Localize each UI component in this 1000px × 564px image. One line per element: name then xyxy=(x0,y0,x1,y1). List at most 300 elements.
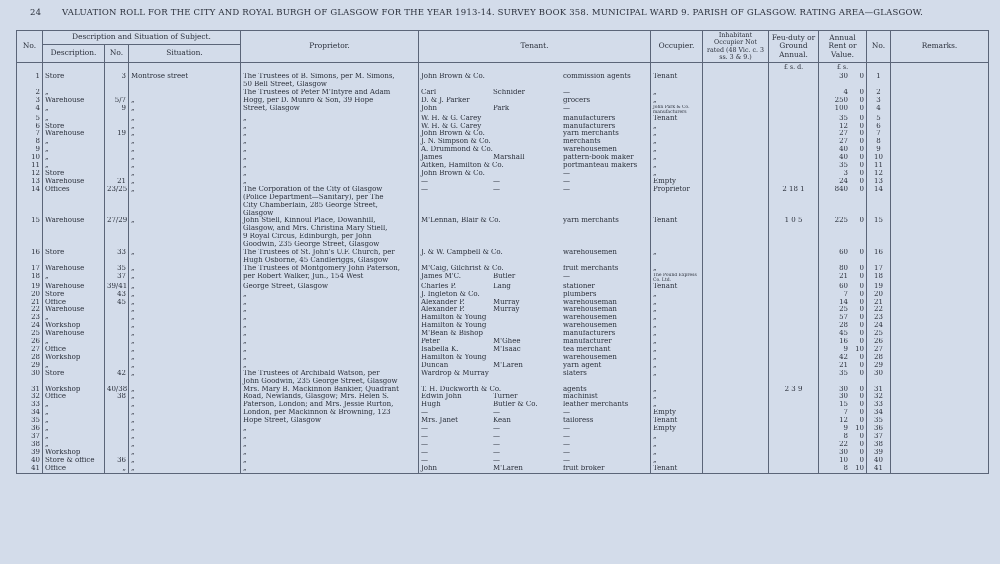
row-inhabitant xyxy=(703,130,769,138)
table-row xyxy=(17,370,989,378)
row-remarks xyxy=(891,217,989,225)
row-occupier: „ xyxy=(651,386,703,394)
row-tenant xyxy=(419,81,651,89)
row-situation: „ xyxy=(129,330,241,338)
row-feu-duty xyxy=(769,89,819,97)
row-street-number: 39/41 xyxy=(105,283,129,291)
rent-pounds: 24 xyxy=(839,177,848,185)
row-number-right: 24 xyxy=(867,322,891,330)
row-inhabitant xyxy=(703,194,769,202)
tenant-trade: — xyxy=(563,425,570,433)
rent-shillings: 0 xyxy=(859,369,864,377)
tenant-trade: — xyxy=(563,448,570,456)
row-situation xyxy=(129,233,241,241)
row-number: 38 xyxy=(17,441,43,449)
row-occupier: Empty xyxy=(651,178,703,186)
row-number-right: 8 xyxy=(867,138,891,146)
row-description: „ xyxy=(43,89,105,97)
row-feu-duty xyxy=(769,457,819,465)
row-occupier xyxy=(651,81,703,89)
row-occupier: Tenant xyxy=(651,465,703,473)
tenant-surname: Kean xyxy=(493,417,511,425)
table-row xyxy=(17,81,989,89)
table-row xyxy=(17,170,989,178)
row-number-right: 7 xyxy=(867,130,891,138)
row-number xyxy=(17,378,43,386)
rent-pounds: 7 xyxy=(843,290,848,298)
row-description: „ xyxy=(43,115,105,123)
row-inhabitant xyxy=(703,105,769,115)
page-header xyxy=(0,8,1000,22)
row-tenant xyxy=(419,210,651,218)
row-feu-duty xyxy=(769,441,819,449)
rent-shillings: 0 xyxy=(859,272,864,280)
rent-pounds: 16 xyxy=(839,338,848,346)
row-tenant xyxy=(419,241,651,249)
rent-shillings: 0 xyxy=(859,177,864,185)
rent-pounds: 8 xyxy=(843,464,848,472)
row-situation: „ xyxy=(129,449,241,457)
row-proprietor: City Chamberlain, 285 George Street, xyxy=(241,202,419,210)
row-remarks xyxy=(891,97,989,105)
tenant-trade: leather merchants xyxy=(563,401,629,409)
row-tenant xyxy=(419,362,651,370)
tenant-surname xyxy=(493,130,563,138)
row-annual-rent xyxy=(819,123,867,131)
row-number: 23 xyxy=(17,314,43,322)
tenant-name: Carl xyxy=(421,88,437,96)
row-street-number xyxy=(105,433,129,441)
row-proprietor: The Trustees of Montgomery John Paterson, xyxy=(241,265,419,273)
row-street-number xyxy=(105,241,129,249)
row-feu-duty xyxy=(769,73,819,81)
row-remarks xyxy=(891,346,989,354)
row-occupier: „ xyxy=(651,130,703,138)
row-situation: „ xyxy=(129,283,241,291)
row-number: 18 xyxy=(17,273,43,283)
row-street-number xyxy=(105,81,129,89)
table-row xyxy=(17,146,989,154)
col-occupier: Occupier. xyxy=(651,31,703,63)
row-number: 6 xyxy=(17,123,43,131)
row-occupier: „ xyxy=(651,449,703,457)
tenant-trade: warehouseman xyxy=(563,306,617,314)
row-remarks xyxy=(891,362,989,370)
rent-shillings: 0 xyxy=(859,185,864,193)
row-proprietor: „ xyxy=(241,433,419,441)
row-number-right: 30 xyxy=(867,370,891,378)
row-annual-rent xyxy=(819,81,867,89)
row-feu-duty xyxy=(769,265,819,273)
row-proprietor: „ xyxy=(241,441,419,449)
tenant-name: — xyxy=(421,456,428,464)
row-inhabitant xyxy=(703,457,769,465)
row-annual-rent xyxy=(819,457,867,465)
row-number: 33 xyxy=(17,401,43,409)
col-remarks: Remarks. xyxy=(891,31,989,63)
table-row xyxy=(17,465,989,473)
tenant-name: — xyxy=(421,448,428,456)
row-street-number xyxy=(105,409,129,417)
row-situation xyxy=(129,194,241,202)
table-row xyxy=(17,178,989,186)
row-remarks xyxy=(891,225,989,233)
row-number-right: 12 xyxy=(867,170,891,178)
row-description: Store xyxy=(43,123,105,131)
row-remarks xyxy=(891,186,989,194)
row-proprietor: John Goodwin, 235 George Street, Glasgow xyxy=(241,378,419,386)
row-feu-duty xyxy=(769,202,819,210)
row-feu-duty xyxy=(769,465,819,473)
rent-pounds: 28 xyxy=(839,322,848,330)
row-number-right: 20 xyxy=(867,291,891,299)
row-feu-duty xyxy=(769,393,819,401)
rent-shillings: 10 xyxy=(855,425,864,433)
row-description: „ xyxy=(43,338,105,346)
row-occupier: „ xyxy=(651,291,703,299)
row-inhabitant xyxy=(703,233,769,241)
row-remarks xyxy=(891,457,989,465)
row-feu-duty xyxy=(769,162,819,170)
rent-pounds: 3 xyxy=(843,169,848,177)
row-number-right: 10 xyxy=(867,154,891,162)
row-street-number xyxy=(105,322,129,330)
row-street-number: 40/38 xyxy=(105,386,129,394)
row-street-number xyxy=(105,233,129,241)
tenant-name: James xyxy=(421,154,443,162)
rent-pounds: 21 xyxy=(839,361,848,369)
row-occupier: „ xyxy=(651,162,703,170)
tenant-surname: — xyxy=(493,448,500,456)
row-inhabitant xyxy=(703,89,769,97)
row-tenant xyxy=(419,115,651,123)
row-tenant xyxy=(419,154,651,162)
row-annual-rent xyxy=(819,273,867,283)
row-remarks xyxy=(891,449,989,457)
page-title: VALUATION ROLL FOR THE CITY AND ROYAL BURGH OF GLASGOW FOR THE YEAR 1913-14. SURVEY BOOK 358. MUNICIPAL WARD 9. PARISH OF GLASGOW. RATING AREA—GLASGOW. xyxy=(62,8,924,18)
row-occupier: „ xyxy=(651,322,703,330)
row-number-right: 35 xyxy=(867,417,891,425)
table-row xyxy=(17,330,989,338)
row-street-number xyxy=(105,362,129,370)
row-tenant xyxy=(419,265,651,273)
tenant-name: — xyxy=(421,185,428,193)
row-occupier xyxy=(651,241,703,249)
row-number-right: 11 xyxy=(867,162,891,170)
row-occupier: „ xyxy=(651,401,703,409)
tenant-name: M'Caig, Gilchrist & Co. xyxy=(421,264,504,272)
row-number: 37 xyxy=(17,433,43,441)
rent-pounds: 4 xyxy=(843,88,848,96)
row-situation: „ xyxy=(129,154,241,162)
row-feu-duty xyxy=(769,249,819,257)
row-tenant xyxy=(419,130,651,138)
tenant-name: — xyxy=(421,177,428,185)
row-street-number xyxy=(105,123,129,131)
tenant-name: M'Lennan, Blair & Co. xyxy=(421,217,501,225)
row-inhabitant xyxy=(703,322,769,330)
row-feu-duty xyxy=(769,354,819,362)
row-proprietor: Glasgow xyxy=(241,210,419,218)
row-feu-duty xyxy=(769,115,819,123)
row-description xyxy=(43,378,105,386)
row-annual-rent xyxy=(819,306,867,314)
tenant-trade: stationer xyxy=(563,282,595,290)
row-annual-rent xyxy=(819,362,867,370)
row-remarks xyxy=(891,81,989,89)
row-feu-duty xyxy=(769,425,819,433)
row-proprietor: „ xyxy=(241,299,419,307)
row-tenant xyxy=(419,162,651,170)
row-number-right: 9 xyxy=(867,146,891,154)
col-no-2: No. xyxy=(867,31,891,63)
row-number-right: 32 xyxy=(867,393,891,401)
row-annual-rent xyxy=(819,283,867,291)
row-number-right: 34 xyxy=(867,409,891,417)
rent-pounds: 9 xyxy=(843,346,848,353)
row-street-number xyxy=(105,441,129,449)
row-proprietor: „ xyxy=(241,146,419,154)
tenant-name: John xyxy=(421,464,438,472)
row-inhabitant xyxy=(703,225,769,233)
row-description: Warehouse xyxy=(43,306,105,314)
row-remarks xyxy=(891,291,989,299)
tenant-trade: plumbers xyxy=(563,290,597,298)
row-description: Office xyxy=(43,465,105,473)
tenant-trade: tea merchant xyxy=(563,346,611,353)
row-remarks xyxy=(891,154,989,162)
row-feu-duty xyxy=(769,241,819,249)
row-number-right: 19 xyxy=(867,283,891,291)
row-tenant xyxy=(419,449,651,457)
table-row xyxy=(17,346,989,354)
row-number: 32 xyxy=(17,393,43,401)
tenant-name: Aitken, Hamilton & Co. xyxy=(421,162,504,170)
row-occupier: Tenant xyxy=(651,217,703,225)
row-situation: „ xyxy=(129,346,241,354)
row-proprietor: „ xyxy=(241,115,419,123)
units-row xyxy=(17,63,989,74)
row-number xyxy=(17,225,43,233)
tenant-surname xyxy=(493,330,563,338)
row-description: Warehouse xyxy=(43,330,105,338)
rent-shillings: 0 xyxy=(859,264,864,272)
row-remarks xyxy=(891,417,989,425)
col-annual-rent: Annual Rent or Value. xyxy=(819,31,867,63)
col-feu-duty: Feu-duty or Ground Annual. xyxy=(769,31,819,63)
row-number: 5 xyxy=(17,115,43,123)
row-remarks xyxy=(891,138,989,146)
tenant-surname: M'Laren xyxy=(493,464,523,472)
rent-pounds: 57 xyxy=(839,314,848,322)
row-inhabitant xyxy=(703,378,769,386)
row-description: „ xyxy=(43,409,105,417)
row-street-number: 42 xyxy=(105,370,129,378)
valuation-table xyxy=(16,30,989,474)
row-remarks xyxy=(891,162,989,170)
row-street-number xyxy=(105,170,129,178)
rent-shillings: 0 xyxy=(859,417,864,425)
table-row xyxy=(17,362,989,370)
tenant-name: Hugh xyxy=(421,401,441,409)
row-street-number: 35 xyxy=(105,265,129,273)
row-number-right: 22 xyxy=(867,306,891,314)
rent-pounds: 25 xyxy=(839,306,848,314)
rent-shillings: 0 xyxy=(859,385,864,393)
row-feu-duty xyxy=(769,291,819,299)
row-proprietor: Road, Newlands, Glasgow; Mrs. Helen S. xyxy=(241,393,419,401)
row-inhabitant xyxy=(703,115,769,123)
table-row xyxy=(17,162,989,170)
tenant-name: Charles P. xyxy=(421,282,457,290)
row-remarks xyxy=(891,130,989,138)
row-remarks xyxy=(891,89,989,97)
row-annual-rent xyxy=(819,97,867,105)
row-feu-duty xyxy=(769,170,819,178)
table-row xyxy=(17,241,989,249)
tenant-trade: — xyxy=(563,432,570,440)
row-proprietor: „ xyxy=(241,346,419,354)
row-description: Store xyxy=(43,291,105,299)
rent-pounds: 30 xyxy=(839,393,848,401)
tenant-name: John Brown & Co. xyxy=(421,73,485,80)
tenant-trade: manufacturer xyxy=(563,338,612,346)
rent-pounds: 35 xyxy=(839,369,848,377)
row-street-number xyxy=(105,314,129,322)
row-description xyxy=(43,210,105,218)
rent-shillings: 0 xyxy=(859,122,864,130)
tenant-name: — xyxy=(421,425,428,433)
row-tenant xyxy=(419,346,651,354)
row-inhabitant xyxy=(703,202,769,210)
row-number xyxy=(17,210,43,218)
row-street-number xyxy=(105,225,129,233)
row-occupier: „ xyxy=(651,97,703,105)
row-inhabitant xyxy=(703,178,769,186)
row-remarks xyxy=(891,170,989,178)
row-inhabitant xyxy=(703,170,769,178)
row-number: 31 xyxy=(17,386,43,394)
row-number xyxy=(17,241,43,249)
row-annual-rent xyxy=(819,441,867,449)
tenant-trade: warehousemen xyxy=(563,322,617,330)
row-inhabitant xyxy=(703,249,769,257)
row-number-right: 38 xyxy=(867,441,891,449)
row-annual-rent xyxy=(819,265,867,273)
row-situation: „ xyxy=(129,433,241,441)
rent-shillings: 0 xyxy=(859,338,864,346)
row-occupier xyxy=(651,378,703,386)
col-no: No. xyxy=(17,31,43,63)
row-number xyxy=(17,194,43,202)
row-proprietor: „ xyxy=(241,170,419,178)
row-situation xyxy=(129,202,241,210)
row-street-number xyxy=(105,146,129,154)
row-remarks xyxy=(891,299,989,307)
row-proprietor: Glasgow, and Mrs. Christina Mary Stiell, xyxy=(241,225,419,233)
row-number: 15 xyxy=(17,217,43,225)
tenant-name: Hamilton & Young xyxy=(421,322,487,330)
row-feu-duty xyxy=(769,338,819,346)
col-street-no: No. xyxy=(105,45,129,63)
row-situation xyxy=(129,257,241,265)
row-number: 36 xyxy=(17,425,43,433)
row-proprietor: Goodwin, 235 George Street, Glasgow xyxy=(241,241,419,249)
tenant-trade: machinist xyxy=(563,393,598,401)
row-tenant xyxy=(419,283,651,291)
tenant-trade: fruit merchants xyxy=(563,264,619,272)
tenant-name: James M'C. xyxy=(421,272,462,280)
row-street-number xyxy=(105,306,129,314)
row-occupier: „ xyxy=(651,138,703,146)
row-number: 40 xyxy=(17,457,43,465)
rent-shillings: 0 xyxy=(859,409,864,417)
row-tenant xyxy=(419,291,651,299)
row-number-right: 14 xyxy=(867,186,891,194)
rent-pounds: 30 xyxy=(839,385,848,393)
row-occupier: Empty xyxy=(651,425,703,433)
row-occupier: „ xyxy=(651,457,703,465)
row-occupier: „ xyxy=(651,306,703,314)
row-situation: „ xyxy=(129,457,241,465)
row-situation: „ xyxy=(129,186,241,194)
row-tenant xyxy=(419,354,651,362)
row-feu-duty xyxy=(769,81,819,89)
table-row xyxy=(17,123,989,131)
row-remarks xyxy=(891,265,989,273)
row-tenant xyxy=(419,409,651,417)
row-occupier: „ xyxy=(651,338,703,346)
row-feu-duty xyxy=(769,378,819,386)
tenant-surname: Murray xyxy=(493,298,520,306)
row-occupier: „ xyxy=(651,362,703,370)
row-feu-duty: 2 18 1 xyxy=(769,186,819,194)
row-number: 35 xyxy=(17,417,43,425)
row-annual-rent xyxy=(819,322,867,330)
row-feu-duty xyxy=(769,401,819,409)
rent-shillings: 10 xyxy=(855,346,864,353)
row-annual-rent xyxy=(819,146,867,154)
tenant-name: John Brown & Co. xyxy=(421,130,485,138)
table-row xyxy=(17,393,989,401)
table-row xyxy=(17,283,989,291)
row-number xyxy=(17,257,43,265)
row-inhabitant xyxy=(703,330,769,338)
rent-shillings: 0 xyxy=(859,73,864,80)
row-number-right xyxy=(867,241,891,249)
row-feu-duty xyxy=(769,97,819,105)
row-feu-duty xyxy=(769,178,819,186)
row-annual-rent xyxy=(819,330,867,338)
row-proprietor: London, per Mackinnon & Browning, 123 xyxy=(241,409,419,417)
row-description: Store xyxy=(43,73,105,81)
row-occupier: John Park & Co. manufacturers xyxy=(651,105,703,115)
row-feu-duty xyxy=(769,322,819,330)
row-number-right: 3 xyxy=(867,97,891,105)
row-number: 21 xyxy=(17,299,43,307)
tenant-trade: agents xyxy=(563,385,587,393)
table-row xyxy=(17,273,989,283)
row-feu-duty xyxy=(769,105,819,115)
row-occupier: „ xyxy=(651,89,703,97)
tenant-trade: — xyxy=(563,169,570,177)
row-street-number: „ xyxy=(105,465,129,473)
table-row xyxy=(17,89,989,97)
table-row xyxy=(17,322,989,330)
row-number-right xyxy=(867,378,891,386)
row-annual-rent xyxy=(819,105,867,115)
row-situation xyxy=(129,225,241,233)
